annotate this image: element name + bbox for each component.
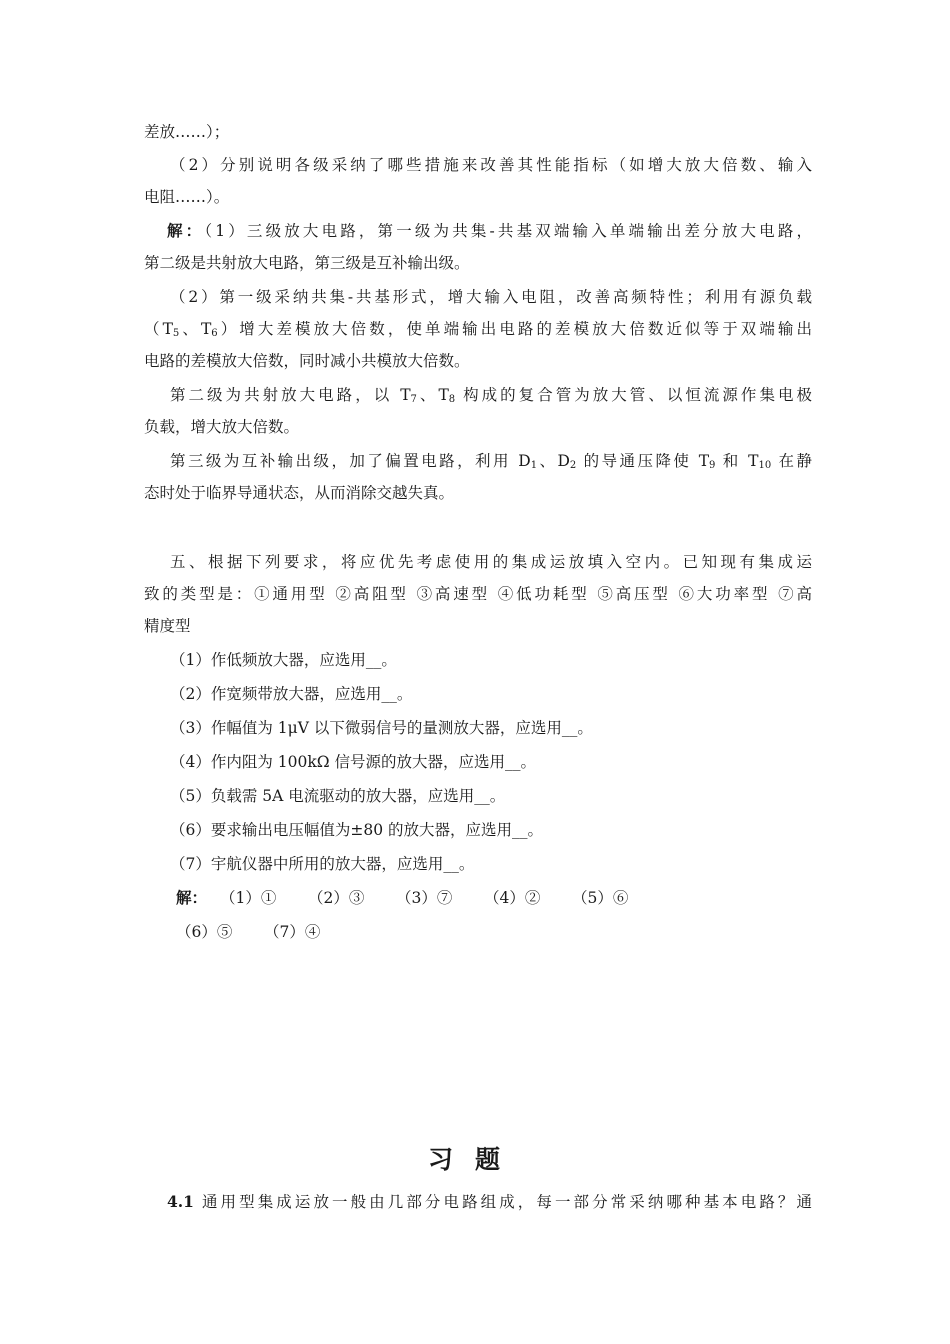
subscript: 2 — [569, 460, 577, 471]
text-span: 第二级为共射放大电路，以 T — [170, 386, 411, 404]
text-span: 、T — [416, 386, 449, 404]
list-item: （4）作内阻为 100kΩ 信号源的放大器，应选用__。 — [170, 753, 537, 771]
text-line: 第二级是共射放大电路，第三级是互补输出级。 — [144, 254, 470, 272]
answer-item: （7）④ — [264, 923, 321, 941]
exercise-line — [167, 1192, 812, 1212]
text-span: 、D — [537, 452, 570, 470]
answer-item: （3）⑦ — [396, 889, 453, 907]
answer-item: （6）⑤ — [176, 923, 233, 941]
text-line: （2）第一级采纳共集-共基形式，增大输入电阻，改善高频特性；利用有源负载 — [170, 288, 812, 306]
question-line: 五、根据下列要求，将应优先考虑使用的集成运放填入空内。已知现有集成运 — [170, 553, 812, 571]
text-line — [170, 385, 812, 405]
text-line: 态时处于临界导通状态，从而消除交越失真。 — [144, 484, 455, 502]
subscript: 9 — [709, 460, 716, 471]
text-line: 差放……）； — [144, 123, 230, 141]
text-line — [170, 451, 812, 471]
solution-label: 解： — [167, 221, 205, 240]
solution-label: 解： — [176, 888, 208, 907]
solution-text: （1）三级放大电路，第一级为共集-共基双端输入单端输出差分放大电路， — [204, 222, 812, 240]
text-line: 电阻……）。 — [144, 188, 230, 206]
text-span: ）增大差模放大倍数，使单端输出电路的差模放大倍数近似等于双端输出 — [217, 320, 812, 338]
text-span: 第三级为互补输出级，加了偏置电路，利用 D — [170, 452, 531, 470]
answer-item: （5）⑥ — [572, 889, 629, 907]
answer-item: （1）① — [220, 889, 277, 907]
subscript: 6 — [211, 328, 218, 339]
text-span: 、T — [179, 320, 212, 338]
answer-item: （2）③ — [308, 889, 365, 907]
question-line: 致的类型是：①通用型 ②高阻型 ③高速型 ④低功耗型 ⑤高压型 ⑥大功率型 ⑦高 — [144, 585, 812, 603]
text-span: 和 T — [715, 452, 759, 470]
text-span: 构成的复合管为放大管、以恒流源作集电极 — [455, 386, 812, 404]
solution-line — [167, 221, 812, 241]
answer-item: （4）② — [484, 889, 541, 907]
list-item: （1）作低频放大器，应选用__。 — [170, 651, 397, 669]
exercise-number: 4.1 — [167, 1192, 194, 1211]
text-line: 负载，增大放大倍数。 — [144, 418, 300, 436]
text-span: 在静 — [771, 452, 813, 470]
text-span: （T — [144, 320, 173, 338]
list-item: （7）宇航仪器中所用的放大器，应选用__。 — [170, 855, 475, 873]
text-line: 电路的差模放大倍数，同时减小共模放大倍数。 — [144, 352, 470, 370]
text-span: 的导通压降使 T — [576, 452, 710, 470]
question-line: 精度型 — [144, 617, 191, 635]
text-line — [144, 319, 812, 339]
subscript: 1 — [530, 460, 538, 471]
list-item: （5）负载需 5A 电流驱动的放大器，应选用__。 — [170, 787, 506, 805]
exercise-text: 通用型集成运放一般由几部分电路组成，每一部分常采纳哪种基本电路？通 — [193, 1193, 812, 1211]
text-line: （2）分别说明各级采纳了哪些措施来改善其性能指标（如增大放大倍数、输入 — [170, 156, 812, 174]
list-item: （3）作幅值为 1μV 以下微弱信号的量测放大器，应选用__。 — [170, 719, 593, 737]
list-item: （6）要求输出电压幅值为±80 的放大器，应选用__。 — [170, 821, 544, 839]
section-heading: 习题 — [427, 1145, 522, 1174]
subscript: 5 — [172, 328, 180, 339]
list-item: （2）作宽频带放大器，应选用__。 — [170, 685, 413, 703]
answers-row — [176, 922, 844, 942]
subscript: 10 — [758, 460, 772, 471]
subscript: 7 — [410, 394, 417, 405]
subscript: 8 — [448, 394, 456, 405]
answers-row — [176, 888, 844, 908]
